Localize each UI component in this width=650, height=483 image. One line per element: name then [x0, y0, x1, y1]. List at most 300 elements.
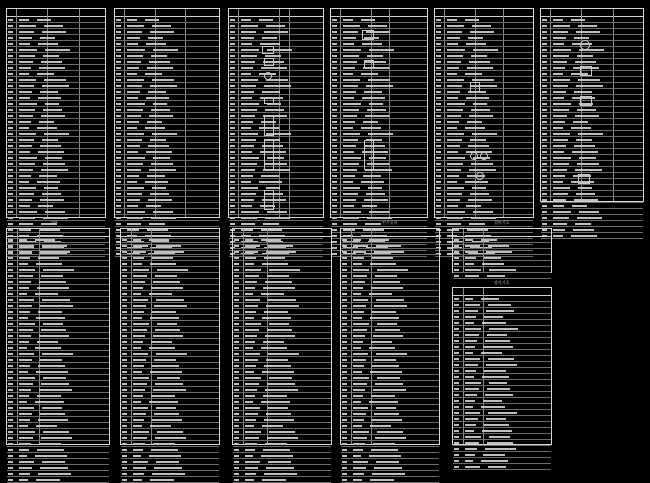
row-number-mark [332, 31, 337, 33]
row-name-mark [370, 425, 391, 427]
row-name-mark [43, 377, 66, 379]
row-number-mark [234, 269, 239, 271]
row-number-mark [8, 97, 13, 99]
row-code-mark [447, 25, 464, 27]
row-name-mark [153, 103, 167, 105]
row-name-mark [469, 169, 496, 171]
row-number-mark [122, 305, 127, 307]
row-code-mark [553, 31, 568, 33]
row-code-mark [553, 115, 567, 117]
row-code-mark [127, 211, 145, 213]
row-name-mark [262, 37, 277, 39]
row-code-mark [343, 61, 357, 63]
row-code-mark [447, 151, 458, 153]
row-code-mark [19, 461, 34, 463]
row-number-mark [454, 370, 459, 372]
row-name-mark [149, 61, 170, 63]
row-code-mark [245, 473, 256, 475]
row-code-mark [465, 448, 477, 450]
row-number-mark [342, 239, 347, 241]
row-code-mark [241, 187, 258, 189]
row-code-mark [127, 19, 137, 21]
row-code-mark [447, 157, 465, 159]
row-number-mark [342, 425, 347, 427]
row-code-mark [447, 133, 464, 135]
row-number-mark [332, 181, 337, 183]
row-name-mark [39, 121, 54, 123]
row-code-mark [447, 73, 457, 75]
row-code-mark [343, 205, 354, 207]
row-name-mark [265, 443, 287, 445]
row-code-mark [19, 377, 35, 379]
row-code-mark [353, 311, 364, 313]
row-number-mark [8, 19, 13, 21]
row-code-mark [353, 341, 363, 343]
row-number-mark [436, 187, 441, 189]
row-code-mark [447, 217, 463, 219]
row-number-mark [8, 377, 13, 379]
row-code-mark [343, 217, 359, 219]
row-name-mark [578, 25, 597, 27]
row-name-mark [576, 31, 600, 33]
row-code-mark [19, 109, 35, 111]
row-code-mark [241, 85, 256, 87]
row-code-mark [19, 263, 28, 265]
row-code-mark [245, 275, 259, 277]
row-number-mark [342, 353, 347, 355]
row-number-mark [332, 229, 337, 231]
row-name-mark [484, 257, 501, 259]
row-name-mark [265, 281, 292, 283]
row-number-mark [454, 424, 459, 426]
row-code-mark [465, 382, 481, 384]
row-name-mark [471, 217, 496, 219]
row-code-mark [447, 103, 465, 105]
row-name-mark [571, 235, 597, 237]
row-name-mark [471, 163, 493, 165]
row-code-mark [343, 139, 358, 141]
row-name-mark [372, 419, 402, 421]
row-code-mark [245, 317, 254, 319]
row-number-mark [230, 79, 235, 81]
row-code-mark [447, 181, 457, 183]
row-code-mark [19, 37, 32, 39]
symbol-glyph [262, 46, 274, 54]
row-number-mark [234, 305, 239, 307]
row-code-mark [353, 317, 362, 319]
sheet-header [115, 9, 219, 17]
row-name-mark [369, 347, 395, 349]
row-code-mark [465, 328, 481, 330]
row-code-mark [343, 85, 358, 87]
row-name-mark [259, 19, 273, 21]
row-number-mark [8, 217, 13, 219]
row-name-mark [578, 79, 600, 81]
row-code-mark [353, 395, 363, 397]
row-name-mark [374, 251, 404, 253]
symbol-glyph [364, 140, 374, 170]
row-number-mark [234, 347, 239, 349]
row-code-mark [241, 169, 255, 171]
sheet-header [229, 9, 323, 17]
row-name-mark [488, 245, 509, 247]
row-code-mark [353, 371, 362, 373]
row-number-mark [234, 287, 239, 289]
row-name-mark [40, 91, 58, 93]
row-code-mark [465, 245, 480, 247]
row-code-mark [19, 395, 29, 397]
row-number-mark [230, 217, 235, 219]
row-code-mark [465, 430, 474, 432]
row-name-mark [267, 329, 292, 331]
row-code-mark [127, 127, 137, 129]
row-code-mark [133, 419, 144, 421]
row-name-mark [466, 97, 489, 99]
row-code-mark [19, 443, 31, 445]
row-name-mark [152, 133, 177, 135]
row-number-mark [230, 25, 235, 27]
row-number-mark [122, 455, 127, 457]
row-name-mark [487, 334, 507, 336]
row-number-mark [8, 383, 13, 385]
row-number-mark [542, 139, 547, 141]
row-number-mark [332, 103, 337, 105]
row-code-mark [19, 103, 37, 105]
row-code-mark [553, 145, 566, 147]
row-number-mark [122, 443, 127, 445]
row-code-mark [133, 479, 142, 481]
row-name-mark [152, 365, 179, 367]
row-code-mark [19, 305, 32, 307]
row-code-mark [241, 163, 257, 165]
row-number-mark [332, 19, 337, 21]
row-number-mark [454, 298, 459, 300]
row-code-mark [19, 157, 37, 159]
row-name-mark [145, 19, 159, 21]
row-name-mark [261, 293, 284, 295]
row-number-mark [332, 109, 337, 111]
row-name-mark [45, 157, 62, 159]
row-code-mark [19, 479, 28, 481]
row-number-mark [542, 211, 547, 213]
row-name-mark [267, 437, 298, 439]
row-number-mark [116, 49, 121, 51]
row-code-mark [127, 151, 138, 153]
row-name-mark [489, 269, 516, 271]
row-code-mark [241, 19, 251, 21]
row-name-mark [149, 223, 165, 225]
row-code-mark [465, 304, 480, 306]
row-name-mark [261, 347, 287, 349]
row-name-mark [152, 419, 182, 421]
row-name-mark [266, 413, 291, 415]
row-number-mark [436, 211, 441, 213]
row-name-mark [148, 199, 172, 201]
row-code-mark [465, 454, 475, 456]
row-code-mark [553, 91, 566, 93]
row-code-mark [553, 229, 565, 231]
symbol-glyph [470, 152, 478, 160]
row-name-mark [361, 181, 384, 183]
row-number-mark [122, 341, 127, 343]
row-name-mark [575, 169, 602, 171]
row-name-mark [37, 287, 69, 289]
row-code-mark [245, 353, 260, 355]
row-name-mark [577, 217, 602, 219]
row-code-mark [133, 359, 146, 361]
row-number-mark [342, 413, 347, 415]
row-number-mark [122, 263, 127, 265]
table-row [7, 477, 109, 483]
row-code-mark [245, 455, 253, 457]
row-number-mark [332, 139, 337, 141]
row-code-mark [245, 413, 258, 415]
row-name-mark [268, 353, 299, 355]
row-number-mark [332, 73, 337, 75]
row-name-mark [574, 199, 598, 201]
row-number-mark [542, 43, 547, 45]
row-name-mark [369, 293, 392, 295]
row-number-mark [8, 395, 13, 397]
row-code-mark [241, 205, 252, 207]
row-name-mark [363, 121, 378, 123]
row-number-mark [342, 395, 347, 397]
row-name-mark [157, 431, 183, 433]
row-code-mark [127, 169, 141, 171]
row-number-mark [116, 205, 121, 207]
row-name-mark [372, 257, 393, 259]
row-code-mark [133, 431, 149, 433]
code-table-2 [120, 228, 220, 445]
row-name-mark [43, 269, 74, 271]
row-number-mark [8, 199, 13, 201]
row-name-mark [40, 467, 68, 469]
row-name-mark [145, 127, 165, 129]
row-number-mark [234, 365, 239, 367]
row-code-mark [133, 299, 148, 301]
row-number-mark [8, 109, 13, 111]
row-number-mark [342, 275, 347, 277]
row-number-mark [230, 61, 235, 63]
row-number-mark [8, 85, 13, 87]
row-code-mark [19, 281, 31, 283]
row-number-mark [8, 263, 13, 265]
row-code-mark [19, 175, 31, 177]
row-name-mark [155, 437, 186, 439]
row-name-mark [35, 293, 58, 295]
row-number-mark [332, 169, 337, 171]
row-name-mark [148, 145, 169, 147]
row-code-mark [19, 19, 29, 21]
row-code-mark [127, 175, 139, 177]
row-code-mark [553, 205, 564, 207]
row-code-mark [19, 115, 33, 117]
row-name-mark [374, 305, 407, 307]
row-code-mark [127, 193, 142, 195]
row-name-mark [481, 352, 502, 354]
row-number-mark [8, 371, 13, 373]
row-number-mark [454, 334, 459, 336]
row-number-mark [234, 437, 239, 439]
row-name-mark [43, 55, 59, 57]
row-code-mark [553, 157, 571, 159]
row-name-mark [575, 223, 591, 225]
row-number-mark [454, 358, 459, 360]
row-code-mark [353, 467, 366, 469]
row-number-mark [230, 55, 235, 57]
symbol-sheet-6 [540, 8, 644, 202]
row-code-mark [19, 419, 30, 421]
row-number-mark [332, 253, 337, 255]
row-number-mark [436, 103, 441, 105]
row-number-mark [436, 115, 441, 117]
row-code-mark [465, 310, 478, 312]
row-code-mark [465, 263, 474, 265]
row-number-mark [116, 61, 121, 63]
row-name-mark [365, 223, 381, 225]
row-code-mark [19, 43, 30, 45]
table-row [121, 477, 219, 483]
row-name-mark [579, 211, 599, 213]
row-code-mark [465, 352, 473, 354]
row-name-mark [43, 109, 62, 111]
row-number-mark [342, 305, 347, 307]
row-code-mark [353, 263, 362, 265]
row-number-mark [230, 19, 235, 21]
row-code-mark [245, 251, 258, 253]
row-code-mark [19, 127, 29, 129]
row-code-mark [343, 127, 353, 129]
row-code-mark [127, 205, 138, 207]
row-number-mark [234, 239, 239, 241]
row-number-mark [8, 479, 13, 481]
row-number-mark [542, 151, 547, 153]
row-number-mark [8, 275, 13, 277]
row-number-mark [230, 199, 235, 201]
row-code-mark [245, 257, 256, 259]
row-code-mark [343, 115, 357, 117]
row-code-mark [127, 73, 137, 75]
code-table-6 [452, 287, 552, 445]
row-number-mark [122, 335, 127, 337]
row-name-mark [266, 359, 288, 361]
row-code-mark [465, 239, 473, 241]
row-code-mark [553, 133, 570, 135]
row-number-mark [122, 269, 127, 271]
row-number-mark [8, 79, 13, 81]
row-code-mark [133, 371, 142, 373]
row-code-mark [19, 323, 35, 325]
row-code-mark [133, 323, 149, 325]
row-name-mark [38, 365, 65, 367]
row-code-mark [447, 55, 463, 57]
row-code-mark [353, 425, 362, 427]
row-code-mark [465, 388, 479, 390]
row-number-mark [542, 217, 547, 219]
row-name-mark [369, 211, 389, 213]
row-code-mark [19, 211, 37, 213]
row-name-mark [373, 443, 395, 445]
row-name-mark [38, 473, 71, 475]
row-code-mark [19, 335, 31, 337]
row-name-mark [483, 400, 502, 402]
row-code-mark [553, 79, 570, 81]
row-number-mark [8, 467, 13, 469]
row-code-mark [133, 377, 149, 379]
row-number-mark [234, 281, 239, 283]
row-code-mark [19, 329, 33, 331]
row-number-mark [332, 25, 337, 27]
sheet-title: 설비기호 [494, 220, 510, 225]
row-code-mark [343, 49, 361, 51]
row-number-mark [8, 169, 13, 171]
row-number-mark [332, 43, 337, 45]
row-name-mark [41, 115, 65, 117]
row-number-mark [454, 448, 459, 450]
symbol-glyph [264, 98, 274, 104]
row-code-mark [343, 211, 361, 213]
row-code-mark [245, 383, 259, 385]
row-number-mark [454, 466, 459, 468]
row-code-mark [19, 287, 29, 289]
row-number-mark [8, 443, 13, 445]
row-name-mark [482, 263, 504, 265]
row-number-mark [8, 127, 13, 129]
row-code-mark [241, 61, 255, 63]
symbol-glyph [470, 82, 480, 92]
row-number-mark [230, 127, 235, 129]
row-code-mark [133, 437, 147, 439]
row-number-mark [234, 407, 239, 409]
row-name-mark [43, 431, 69, 433]
row-code-mark [241, 73, 251, 75]
row-code-mark [245, 371, 254, 373]
row-name-mark [377, 431, 403, 433]
row-number-mark [116, 55, 121, 57]
row-code-mark [447, 139, 462, 141]
row-code-mark [19, 61, 33, 63]
row-code-mark [353, 443, 365, 445]
row-name-mark [366, 193, 385, 195]
row-code-mark [245, 305, 258, 307]
row-code-mark [133, 317, 142, 319]
row-name-mark [264, 85, 291, 87]
row-number-mark [454, 400, 459, 402]
row-number-mark [8, 55, 13, 57]
row-number-mark [8, 341, 13, 343]
row-number-mark [116, 25, 121, 27]
row-name-mark [36, 479, 60, 481]
row-name-mark [364, 91, 382, 93]
row-number-mark [542, 121, 547, 123]
row-name-mark [150, 85, 177, 87]
row-code-mark [19, 437, 33, 439]
row-number-mark [230, 91, 235, 93]
row-name-mark [572, 205, 587, 207]
row-name-mark [37, 73, 54, 75]
symbol-sheet-5 [434, 8, 534, 218]
row-number-mark [234, 293, 239, 295]
row-name-mark [484, 316, 503, 318]
row-name-mark [43, 323, 63, 325]
row-number-mark [122, 239, 127, 241]
row-code-mark [353, 479, 362, 481]
row-number-mark [234, 401, 239, 403]
row-number-mark [436, 31, 441, 33]
row-code-mark [241, 217, 257, 219]
row-name-mark [365, 115, 389, 117]
row-number-mark [116, 181, 121, 183]
